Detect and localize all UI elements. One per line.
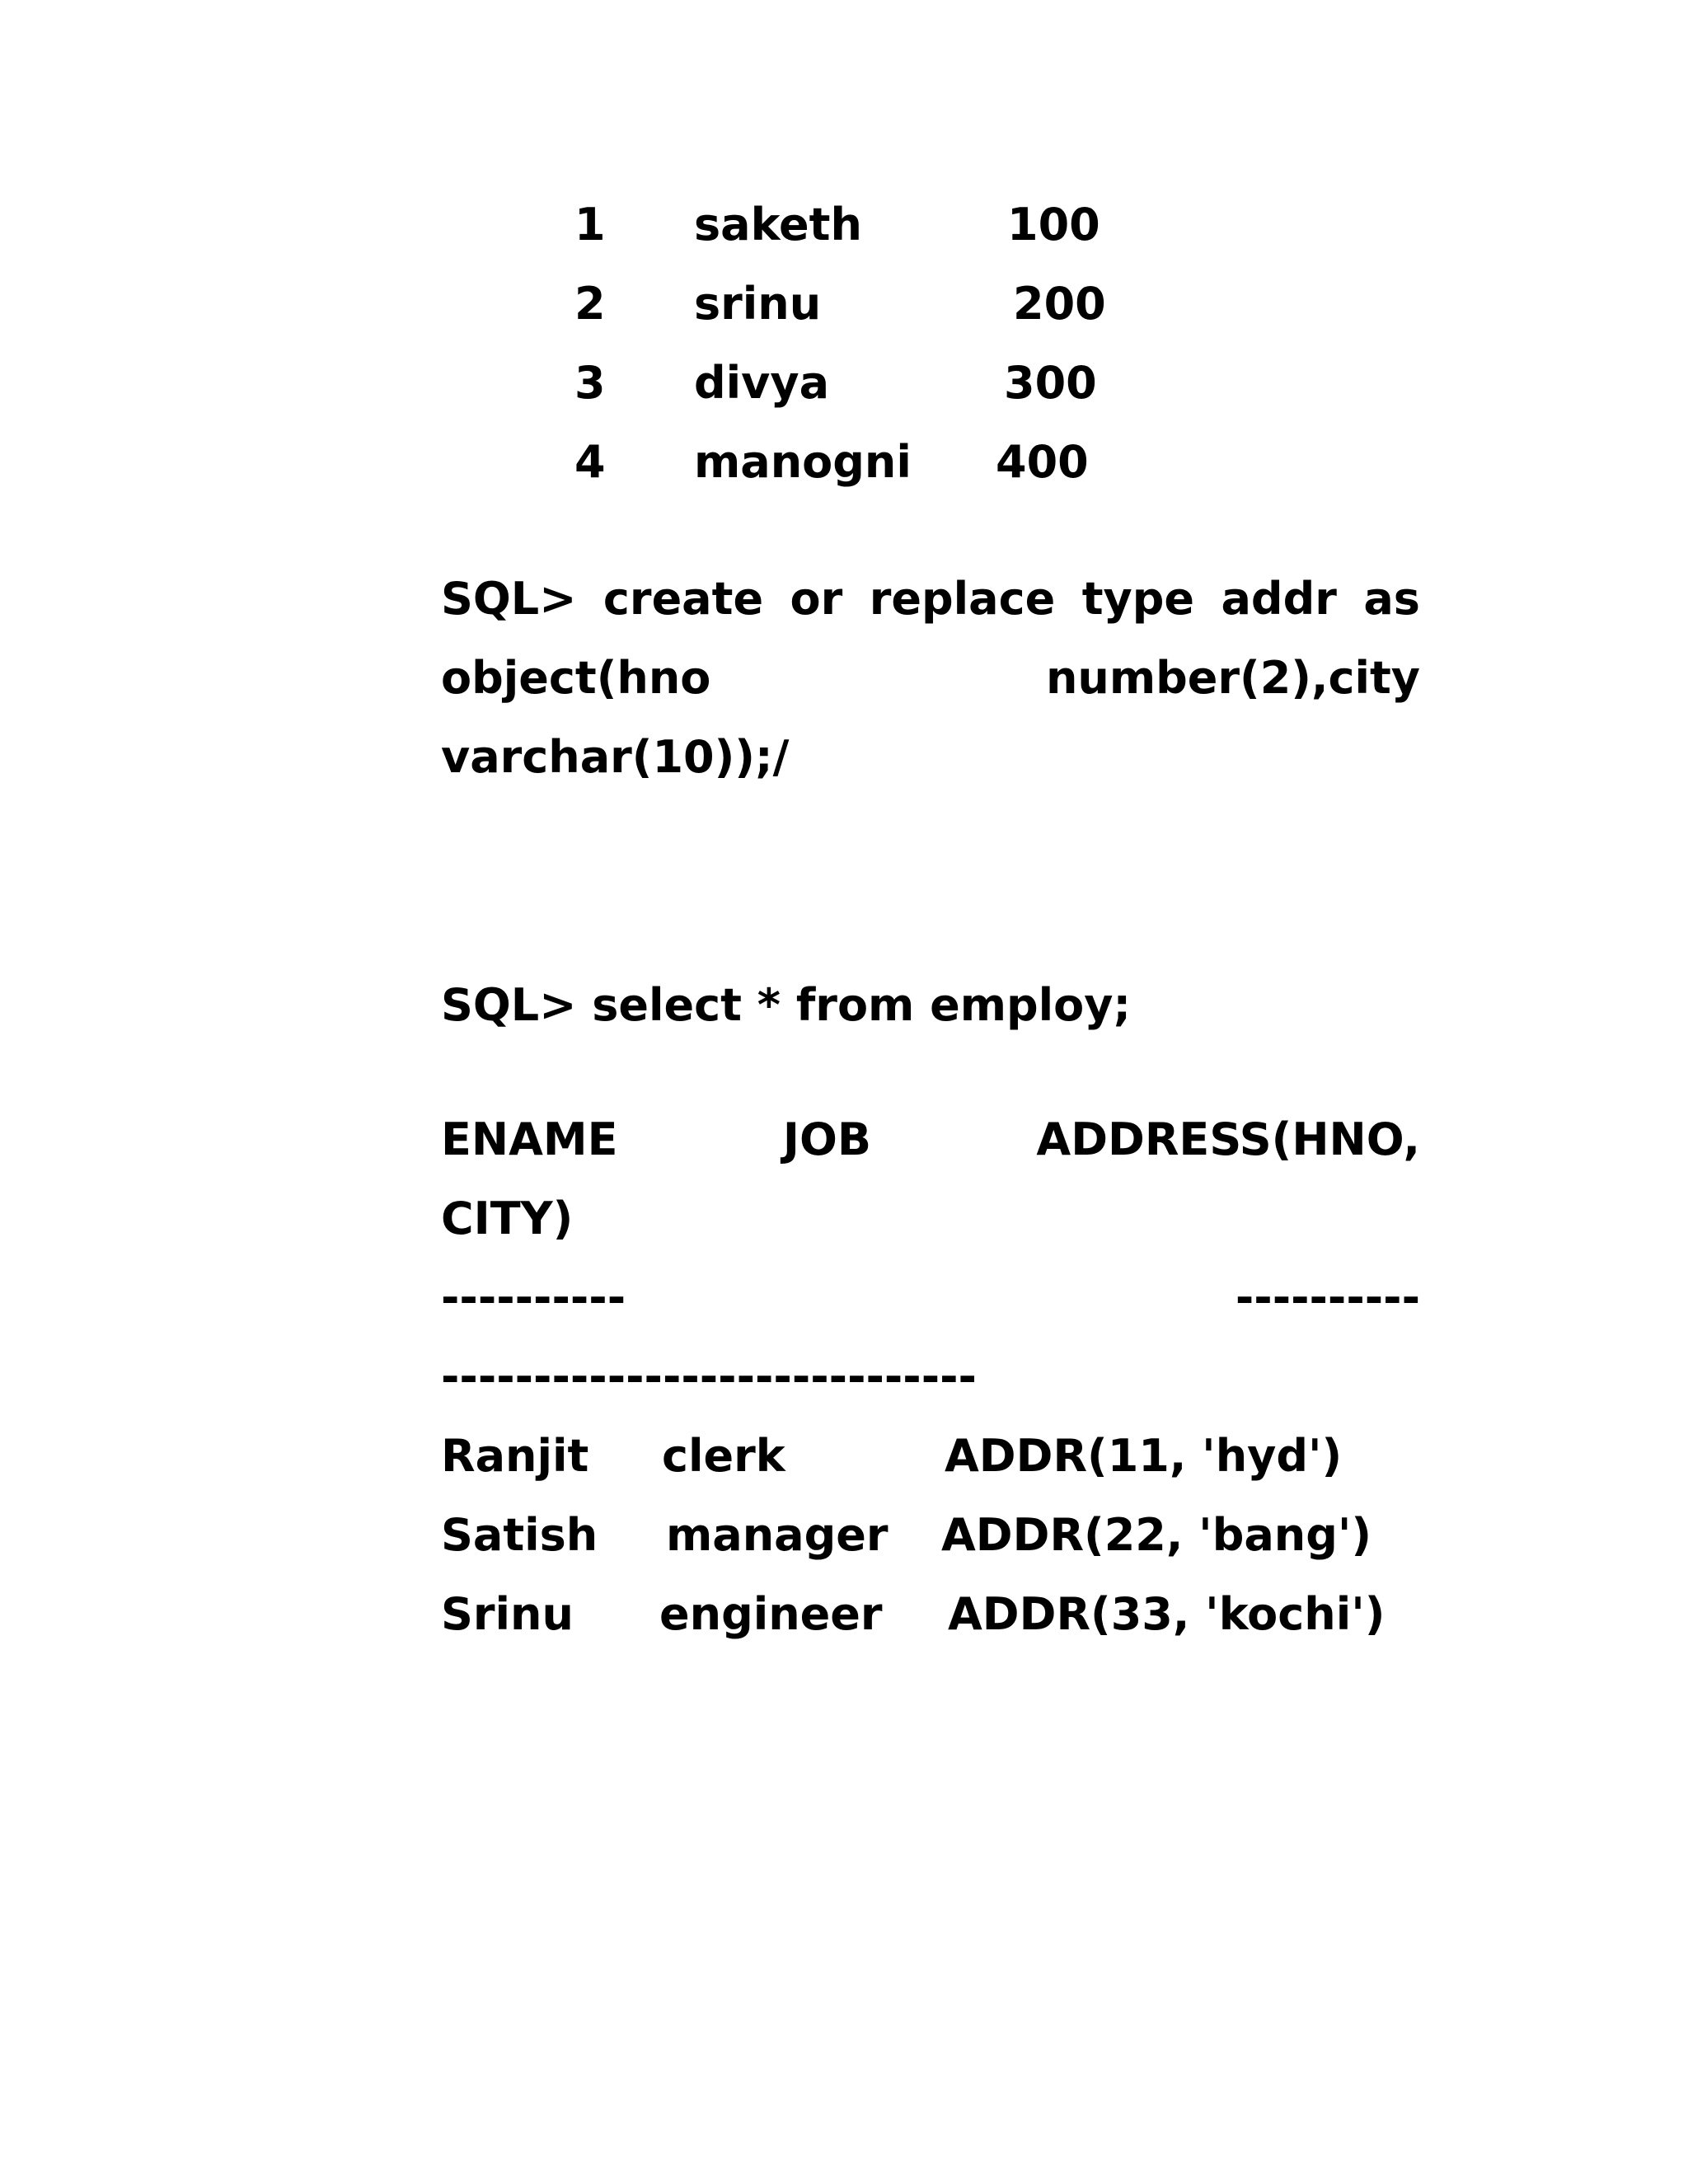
cell-job: clerk [662,1430,785,1482]
word: create [603,573,764,625]
column-header: JOB [782,1113,872,1165]
row-id: 4 [574,436,606,488]
cell-ename: Ranjit [441,1430,589,1482]
row-name: saketh [694,199,862,251]
row-name: divya [694,357,830,409]
cell-address: ADDR(33, 'kochi') [948,1588,1386,1640]
column-header: ENAME [441,1113,618,1165]
cell-ename: Satish [441,1509,598,1561]
cell-address: ADDR(11, 'hyd') [945,1430,1343,1482]
word: SQL> [441,573,577,625]
dashes: ---------- [441,1272,626,1324]
row-name: srinu [694,278,822,330]
row-value: 100 [1007,199,1100,251]
row-id: 2 [574,278,606,330]
word: addr [1221,573,1337,625]
select-statement: SQL> select * from employ; [441,979,1132,1031]
word: number(2),city [1045,652,1420,704]
word: as [1363,573,1420,625]
word: or [790,573,843,625]
cell-address: ADDR(22, 'bang') [941,1509,1372,1561]
row-id: 3 [574,357,606,409]
separator-line-2: ----------------------------- [441,1351,977,1403]
row-value: 300 [1004,357,1097,409]
row-value: 200 [1013,278,1106,330]
row-value: 400 [996,436,1089,488]
row-name: manogni [694,436,912,488]
word: type [1081,573,1195,625]
create-line-2 [441,652,1420,704]
cell-job: engineer [659,1588,883,1640]
create-line-3: varchar(10));/ [441,731,790,783]
separator-line-1 [441,1272,1420,1324]
cell-job: manager [666,1509,889,1561]
column-header: ADDRESS(HNO, [1036,1113,1420,1165]
row-id: 1 [574,199,606,251]
word: replace [869,573,1056,625]
cell-ename: Srinu [441,1588,574,1640]
column-header-continuation: CITY) [441,1193,574,1244]
dashes: ---------- [1235,1272,1420,1324]
header-line [441,1113,1420,1165]
create-line-1 [441,573,1420,625]
word: object(hno [441,652,711,704]
